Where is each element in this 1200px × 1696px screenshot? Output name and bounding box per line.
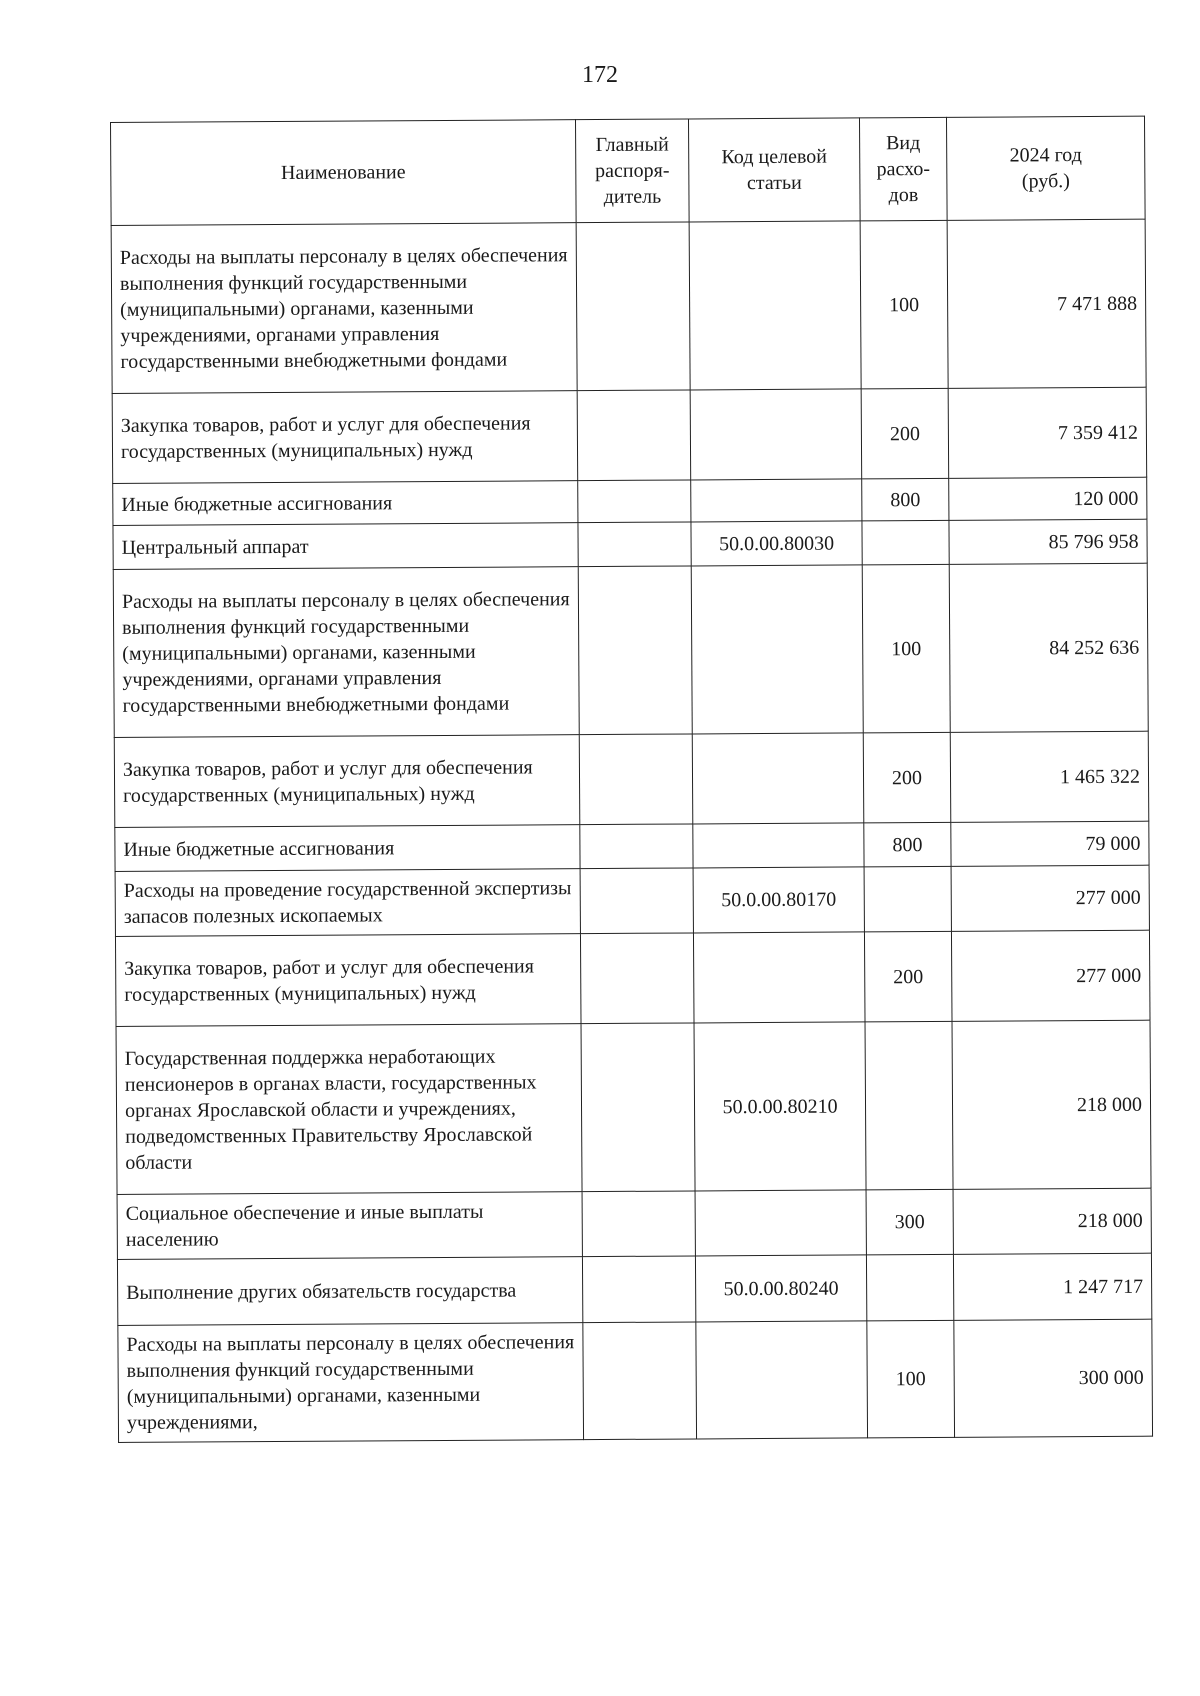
table-row	[117, 1253, 1151, 1325]
cell-code: 50.0.00.80030	[691, 521, 862, 566]
cell-type	[862, 520, 949, 565]
cell-code	[691, 479, 862, 522]
table-header-row	[111, 116, 1146, 225]
budget-table	[110, 116, 1153, 1443]
table-row	[117, 1188, 1151, 1259]
cell-amount: 300 000	[954, 1319, 1153, 1437]
cell-code	[692, 733, 864, 824]
cell-code: 50.0.00.80210	[694, 1022, 866, 1191]
cell-type: 300	[866, 1189, 953, 1255]
table-row	[118, 1319, 1153, 1442]
cell-manager	[580, 824, 693, 869]
cell-name: Закупка товаров, работ и услуг для обеспечения государственных (муниципальных) нужд	[112, 391, 578, 484]
table-row	[116, 1020, 1151, 1194]
cell-type	[864, 866, 951, 932]
cell-amount: 277 000	[951, 930, 1150, 1021]
cell-code: 50.0.00.80240	[695, 1255, 866, 1322]
cell-amount: 85 796 958	[949, 519, 1147, 564]
cell-type: 800	[862, 478, 949, 521]
cell-amount: 277 000	[951, 865, 1149, 931]
cell-amount: 218 000	[953, 1188, 1151, 1254]
cell-name: Расходы на выплаты персоналу в целях обеспечения выполнения функций государственными (муниципальными) органами, казенными учреждениями, органами управления государственными внебюджетными фондами	[111, 223, 577, 394]
cell-name: Социальное обеспечение и иные выплаты населению	[117, 1192, 582, 1260]
cell-code	[690, 389, 862, 480]
cell-code	[693, 823, 864, 868]
cell-type: 100	[862, 564, 950, 733]
cell-type	[866, 1254, 953, 1321]
cell-manager	[579, 734, 693, 825]
header-name: Наименование	[111, 120, 577, 226]
cell-manager	[578, 480, 691, 523]
table-row	[115, 865, 1149, 936]
header-code: Код целевой статьи	[688, 118, 860, 222]
cell-manager	[578, 522, 691, 567]
cell-amount: 120 000	[949, 477, 1147, 520]
page-number: 172	[582, 62, 618, 88]
cell-type: 200	[861, 388, 949, 479]
header-amount: 2024 год (руб.)	[946, 116, 1145, 220]
cell-amount: 79 000	[951, 821, 1149, 866]
cell-amount: 7 359 412	[948, 387, 1147, 478]
table-row	[113, 477, 1147, 525]
cell-code	[689, 221, 861, 390]
table-row	[114, 731, 1149, 827]
cell-name: Центральный аппарат	[113, 523, 578, 570]
cell-type: 100	[867, 1320, 955, 1438]
header-type: Вид расхо- дов	[859, 117, 947, 221]
cell-type	[865, 1021, 953, 1190]
cell-manager	[582, 1256, 695, 1323]
cell-manager	[581, 1023, 695, 1192]
table-row	[113, 519, 1147, 569]
cell-manager	[578, 566, 692, 735]
cell-name: Иные бюджетные ассигнования	[113, 481, 578, 526]
cell-code: 50.0.00.80170	[693, 867, 864, 933]
table-row	[112, 387, 1147, 483]
cell-amount: 84 252 636	[949, 563, 1148, 732]
cell-amount: 1 465 322	[950, 731, 1149, 822]
table-row	[111, 219, 1146, 393]
cell-manager	[577, 390, 691, 481]
cell-manager	[576, 222, 690, 391]
cell-manager	[583, 1322, 697, 1440]
cell-code	[696, 1321, 868, 1439]
cell-type: 100	[860, 220, 948, 389]
cell-name: Расходы на проведение государственной экспертизы запасов полезных ископаемых	[115, 869, 580, 937]
table-row	[113, 563, 1148, 737]
cell-code	[693, 932, 865, 1023]
cell-manager	[580, 933, 694, 1024]
cell-name: Закупка товаров, работ и услуг для обеспечения государственных (муниципальных) нужд	[115, 934, 581, 1027]
cell-amount: 218 000	[952, 1020, 1151, 1189]
table-row	[115, 930, 1150, 1026]
cell-name: Государственная поддержка неработающих пенсионеров в органах власти, государственных органах Ярославской области и учреждениях, подведомственных Правительству Ярославской области	[116, 1024, 582, 1195]
cell-name: Выполнение других обязательств государства	[117, 1257, 582, 1326]
cell-name: Иные бюджетные ассигнования	[115, 825, 580, 872]
cell-code	[695, 1190, 866, 1256]
cell-name: Расходы на выплаты персоналу в целях обеспечения выполнения функций государственными (муниципальными) органами, казенными учреждениями, органами управления государственными внебюджетными фондами	[113, 567, 579, 738]
cell-manager	[582, 1191, 695, 1257]
cell-type: 200	[864, 931, 952, 1022]
cell-manager	[580, 868, 693, 934]
table-row	[115, 821, 1149, 871]
cell-amount: 1 247 717	[953, 1253, 1151, 1320]
header-manager: Главный распоря- дитель	[575, 119, 689, 223]
cell-name: Расходы на выплаты персоналу в целях обеспечения выполнения функций государственными (муниципальными) органами, казенными учреждениями,	[118, 1323, 584, 1443]
cell-amount: 7 471 888	[947, 219, 1146, 388]
cell-type: 800	[864, 822, 951, 867]
cell-name: Закупка товаров, работ и услуг для обеспечения государственных (муниципальных) нужд	[114, 735, 580, 828]
cell-type: 200	[863, 732, 951, 823]
cell-code	[691, 565, 863, 734]
